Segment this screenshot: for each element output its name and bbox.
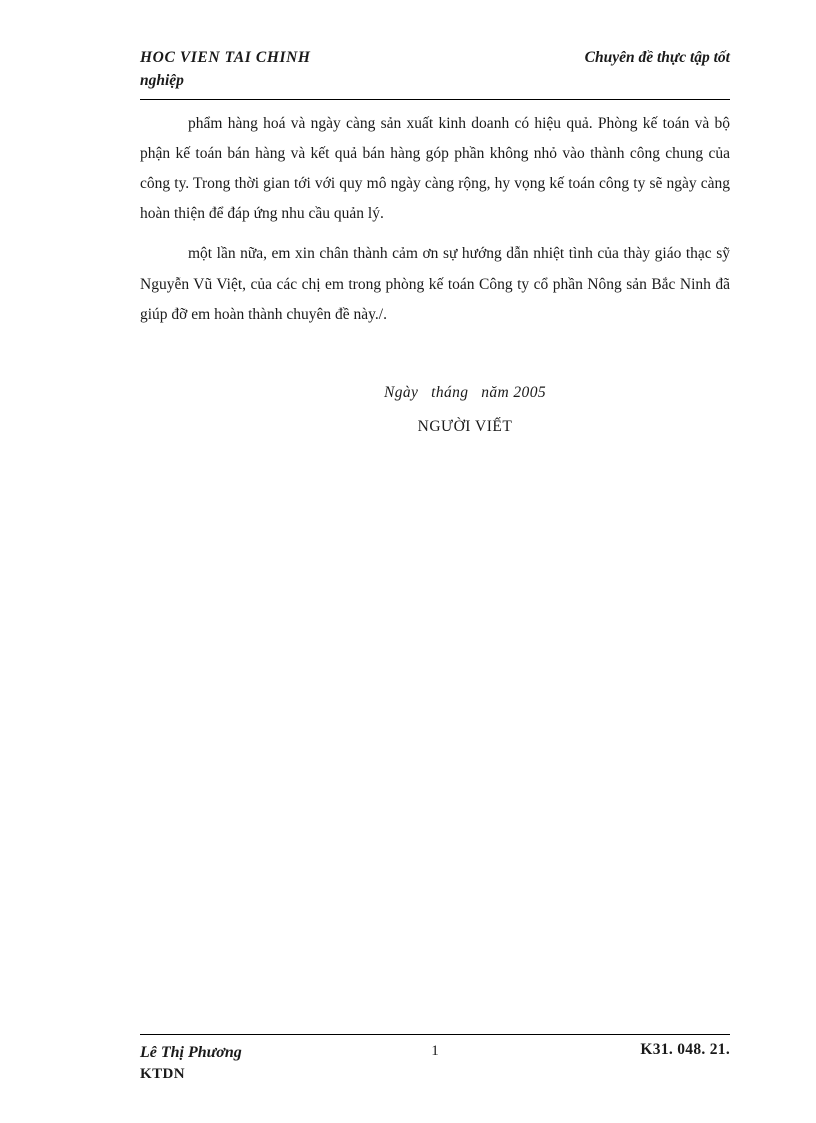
footer-divider xyxy=(140,1034,730,1035)
paragraph-1: phẩm hàng hoá và ngày càng sản xuất kinh doanh có hiệu quả. Phòng kế toán và bộ phận kế toán bán hàng và kết quả bán hàng góp phần không nhỏ vào thành công chung của công ty. Trong thời gian tới với quy mô ngày càng rộng, hy vọng kế toán công ty sẽ ngày càng hoàn thiện để đáp ứng nhu cầu quản lý. xyxy=(140,114,730,223)
page-header xyxy=(140,46,730,100)
page-content xyxy=(140,48,730,436)
header-divider xyxy=(140,99,730,100)
page-footer xyxy=(140,1034,730,1085)
signature-date: Ngày tháng năm 2005 xyxy=(383,384,547,402)
institution-name: HOC VIEN TAI CHINH xyxy=(140,49,311,66)
footer-class-code: K31. 048. 21. xyxy=(640,1041,730,1058)
footer-author-wrap xyxy=(140,1041,242,1086)
footer-row xyxy=(140,1041,730,1085)
body-text xyxy=(140,109,730,331)
footer-author: Lê Thị Phương xyxy=(140,1044,242,1061)
document-title-continuation: nghiệp xyxy=(140,72,184,90)
document-title: Chuyên đề thực tập tốt xyxy=(584,49,730,66)
paragraph-2: một lần nữa, em xin chân thành cảm ơn sự hướng dẫn nhiệt tình của thày giáo thạc sỹ Nguyễn Vũ Việt, của các chị em trong phòng kế toán Công ty cổ phần Nông sản Bắc Ninh đã giúp đỡ em hoàn thành chuyên đề này./. xyxy=(140,245,730,323)
signature-role: NGƯỜI VIẾT xyxy=(417,418,513,436)
page-number: 1 xyxy=(431,1043,439,1059)
header-line xyxy=(140,46,730,93)
signature-block xyxy=(140,384,730,436)
footer-author-department: KTDN xyxy=(140,1066,185,1083)
